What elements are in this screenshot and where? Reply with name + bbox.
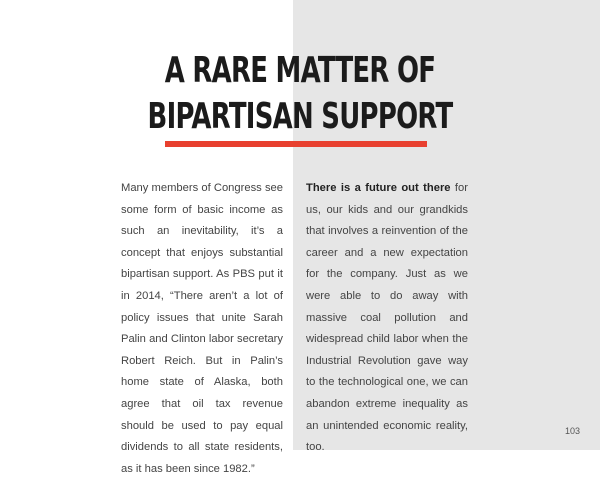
title-line-2: BIPARTISAN SUPPORT [147,96,453,137]
title-line-1: A RARE MATTER OF [164,50,436,91]
right-column-text [306,178,468,459]
page-title [84,48,516,140]
title-underline [165,141,427,147]
page-number: 103 [564,426,580,436]
right-column-lead: There is a future out there [306,182,451,194]
left-column-text: Many members of Congress see some form of basic income as such an inevitability, it’s a concept that enjoys substantial bipartisan support. As PBS put it in 2014, “There aren’t a lot of policy issues that unite Sarah Palin and Clinton labor secretary Robert Reich. But in Palin’s home state of Alaska, both agree that oil tax revenue should be used to pay equal dividends to all state residents, as it has been since 1982.” [121,182,283,475]
right-column-body: for us, our kids and our grandkids that involves a reinvention of the career and a new expectation for the company. Just as we were able to do away with massive coal pollution and widespread child labor when the Industrial Revolution gave way to the technological one, we can abandon extreme inequality as an unintended economic reality, too. [306,182,468,454]
